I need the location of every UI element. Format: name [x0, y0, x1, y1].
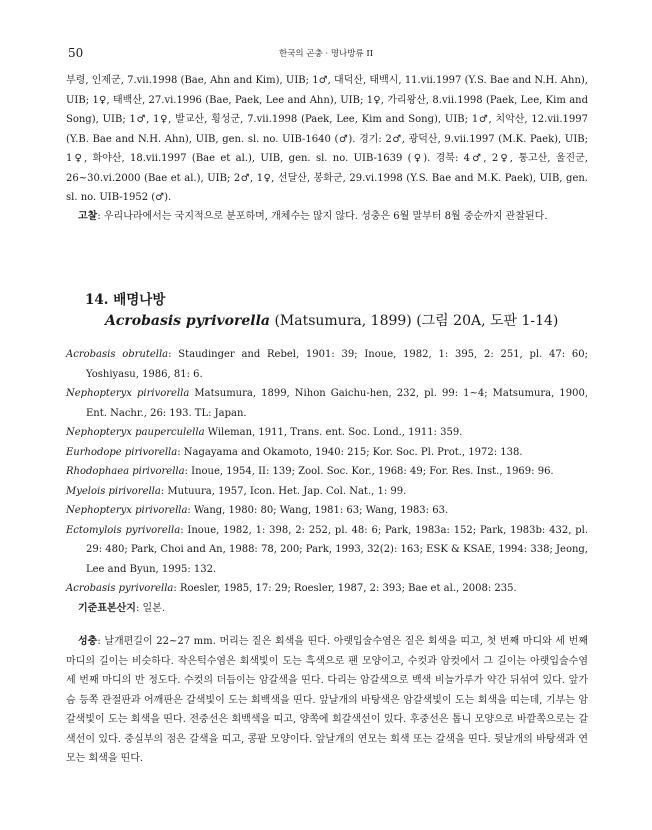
synonym-entry: [66, 579, 588, 599]
synonym-entry: [66, 423, 588, 443]
synonym-taxon: Nephopteryx pirivorella: [66, 505, 188, 516]
species-korean-name: 배명나방: [113, 292, 166, 308]
synonym-taxon: Acrobasis pyrivorella: [66, 583, 174, 594]
synonym-citation: : Nagayama and Okamoto, 1940: 215; Kor. Soc. Pl. Prot., 1972: 138.: [177, 446, 523, 458]
synonym-citation: : Staudinger and Rebel, 1901: 39; Inoue, 1982, 1: 395, 2: 251, pl. 47: 60; Yoshiyasu, 1986, 81: 6.: [86, 349, 588, 380]
synonym-citation: Matsumura, 1899, Nihon Gaichu-hen, 232, pl. 99: 1~4; Matsumura, 1900, Ent. Nachr., 26: 193. TL: Japan.: [86, 388, 589, 419]
species-number-line: [85, 290, 605, 310]
synonym-entry: [66, 501, 588, 521]
synonym-taxon: Myelois pirivorella: [66, 485, 161, 497]
synonym-taxon: Ectomylois pyrivorella: [66, 524, 181, 536]
synonymy-list: [66, 345, 588, 618]
specimen-records: 부령, 인제군, 7.vii.1998 (Bae, Ahn and Kim), UIB; 1♂, 대덕산, 태백시, 11.vii.1997 (Y.S. Bae and N.H. Ahn), UIB; 1♀, 태백산, 27.vi.1996 (Bae, Paek, Lee and Ahn), UIB; 1♀, 가리왕산, 8.vii.1998 (Paek, Lee, Kim and Song), UIB; 1♂, 1♀, 발교산, 횡성군, 7.vii.1998 (Paek, Lee, Kim and Song), UIB; 1♂, 치악산, 12.vii.1997 (Y.B. Bae and N.H. Ahn), UIB, gen. sl. no. UIB-1640 (♂). 경기: 2♂, 광덕산, 9.vii.1997 (M.K. Paek), UIB; 1♀, 화야산, 18.vii.1997 (Bae et al.), UIB, gen. sl. no. UIB-1639 (♀). 경북: 4♂, 2♀, 통고산, 울진군, 26~30.vi.2000 (Bae et al.), UIB; 2♂, 1♀, 선달산, 봉화군, 29.vi.1998 (Y.S. Bae and M.K. Paek), UIB, gen. sl. no. UIB-1952 (♂).: [66, 75, 588, 203]
type-locality: [78, 599, 588, 619]
species-heading: [85, 290, 605, 332]
species-name-line: [105, 310, 605, 332]
species-scientific-name: Acrobasis pyrivorella: [105, 313, 270, 329]
synonym-taxon: Nephopteryx pirivorella: [66, 388, 190, 399]
synonym-entry: [66, 443, 588, 463]
synonym-entry: [66, 345, 588, 384]
synonym-citation: : Inoue, 1954, II: 139; Zool. Soc. Kor., 1968: 49; For. Res. Inst., 1969: 96.: [184, 466, 554, 477]
adult-text: : 날개편길이 22~27 mm. 머리는 짙은 회색을 띤다. 아랫입술수염은 짙은 회색을 띠고, 첫 번째 마디와 세 번째 마디의 길이는 비슷하다. 작은턱수염은 회색빛이 도는 흑색으로 팬 모양이고, 수컷과 암컷에서 그 길이는 아랫입술수염 세 번째 마디의 반 정도다. 수컷의 더듬이는 암갈색을 띤다. 다리는 암갈색으로 백색 비늘가루가 약간 뒤섞여 있다. 앞가슴 등쪽 관절판과 어깨판은 갈색빛이 도는 회백색을 띤다. 앞날개의 바탕색은 암갈색빛이 도는 회색을 띠는데, 기부는 암갈색빛이 도는 회색을 띤다. 전중선은 회백색을 띠고, 양쪽에 회갈색선이 있다. 후중선은 톱니 모양으로 바깥쪽으로는 갈색선이 있다. 중실부의 점은 갈색을 띠고, 콩팥 모양이다. 앞날개의 연모는 회색 또는 갈색을 띤다. 뒷날개의 바탕색과 연모는 회색을 띤다.: [66, 636, 588, 764]
synonym-citation: : Roesler, 1985, 17: 29; Roesler, 1987, 2: 393; Bae et al., 2008: 235.: [173, 583, 517, 594]
synonym-entry: [66, 521, 588, 580]
synonym-citation: : Wang, 1980: 80; Wang, 1981: 63; Wang, 1983: 63.: [187, 505, 449, 516]
page-number: 50: [68, 46, 84, 60]
synonym-entry: [66, 462, 588, 482]
synonym-citation: : Inoue, 1982, 1: 398, 2: 252, pl. 48: 6; Park, 1983a: 152; Park, 1983b: 432, pl. 29: 480; Park, Choi and An, 1988: 78, 200; Park, 1993, 32(2): 163; ESK & KSAE, 1994: 338; Jeong, Lee and Byun, 1995: 132.: [86, 524, 588, 575]
synonym-taxon: Eurhodope pirivorella: [66, 446, 178, 458]
running-header: 한국의 곤충 · 명나방류 II: [278, 49, 374, 59]
type-locality-label: 기준표본산지: [78, 602, 136, 614]
remark-label: 고찰: [78, 211, 98, 222]
type-locality-value: : 일본.: [135, 602, 166, 614]
adult-label: 성충: [78, 636, 98, 647]
adult-description: [66, 632, 588, 769]
synonym-entry: [66, 482, 588, 502]
synonym-entry: [66, 384, 588, 423]
species-author-refs: (Matsumura, 1899) (그림 20A, 도판 1-14): [274, 313, 559, 329]
synonym-citation: Wileman, 1911, Trans. ent. Soc. Lond., 1911: 359.: [204, 427, 463, 438]
remark-paragraph: [66, 207, 588, 227]
synonym-taxon: Acrobasis obrutella: [66, 349, 169, 360]
species-number: 14.: [85, 292, 109, 308]
synonym-taxon: Nephopteryx pauperculella: [66, 427, 205, 438]
synonym-taxon: Rhodophaea pirivorella: [66, 466, 185, 477]
synonym-citation: : Mutuura, 1957, Icon. Het. Jap. Col. Nat., 1: 99.: [160, 485, 407, 497]
remark-text: : 우리나라에서는 국지적으로 분포하며, 개체수는 많지 않다. 성충은 6월 말부터 8월 중순까지 관찰된다.: [97, 211, 548, 222]
